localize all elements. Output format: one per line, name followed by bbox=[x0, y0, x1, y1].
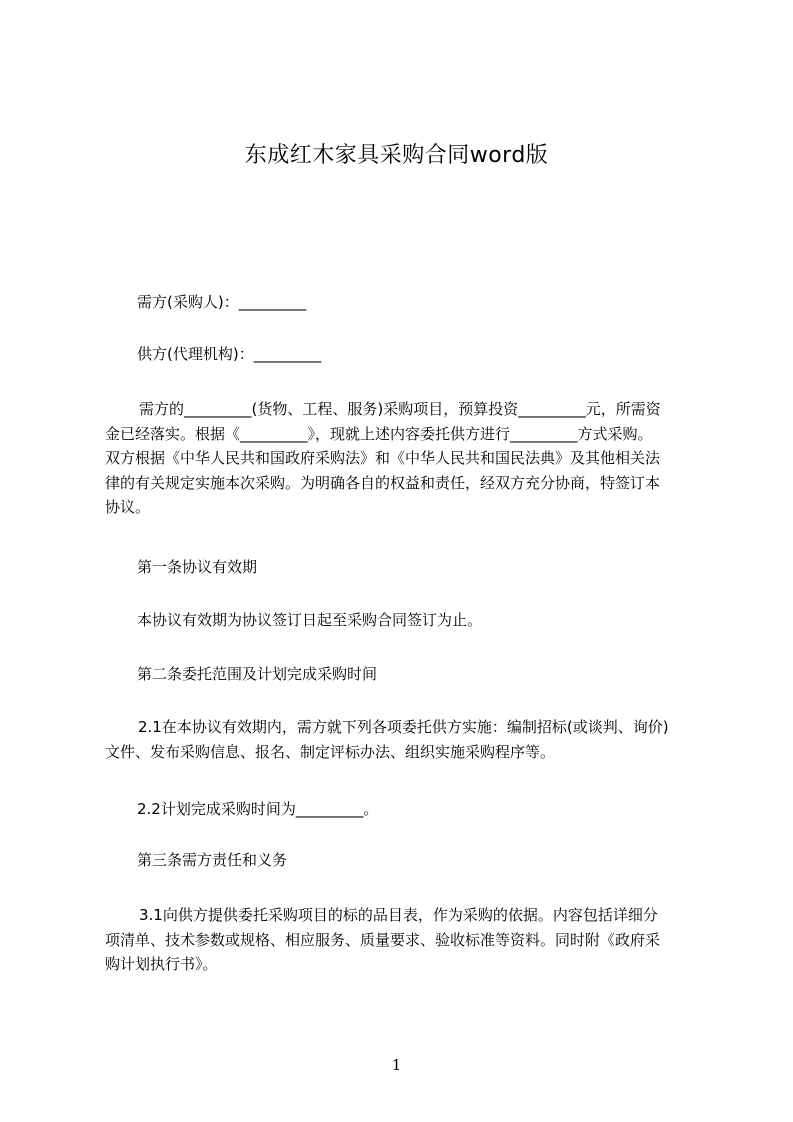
clause-2-1 bbox=[105, 715, 669, 764]
intro-line-5: 协议。 bbox=[105, 498, 151, 516]
supplier-line: 供方(代理机构)：_________ bbox=[137, 345, 322, 363]
article1-body: 本协议有效期为协议签订日起至采购合同签订为止。 bbox=[137, 611, 483, 629]
clause-3-1-line-3: 购计划执行书》。 bbox=[105, 955, 218, 973]
document-title: 东成红木家具采购合同word版 bbox=[244, 143, 549, 168]
intro-line-2: 金已经落实。根据《_________》，现就上述内容委托供方进行_________方式采购。 bbox=[105, 424, 653, 443]
clause-2-1-line-2: 文件、发布采购信息、报名、制定评标办法、组织实施采购程序等。 bbox=[105, 742, 556, 761]
clause-3-1-line-1: 3.1向供方提供委托采购项目的标的品目表，作为采购的依据。内容包括详细分 bbox=[139, 906, 658, 924]
page-number: 1 bbox=[391, 1056, 402, 1074]
intro-paragraph bbox=[105, 397, 661, 520]
clause-3-1 bbox=[105, 903, 660, 977]
intro-line-4: 律的有关规定实施本次采购。为明确各自的权益和责任，经双方充分协商，特签订本 bbox=[105, 473, 661, 492]
clause-2-1-line-1: 2.1在本协议有效期内，需方就下列各项委托供方实施：编制招标(或谈判、询价) bbox=[138, 718, 669, 736]
intro-line-3: 双方根据《中华人民共和国政府采购法》和《中华人民共和国民法典》及其他相关法 bbox=[105, 449, 661, 467]
article2-heading: 第二条委托范围及计划完成采购时间 bbox=[137, 665, 378, 683]
intro-line-1: 需方的_________(货物、工程、服务)采购项目，预算投资_________元，所需资 bbox=[139, 400, 661, 418]
article3-heading: 第三条需方责任和义务 bbox=[137, 851, 288, 869]
clause-3-1-line-2: 项清单、技术参数或规格、相应服务、质量要求、验收标准等资料。同时附《政府采 bbox=[105, 930, 661, 949]
clause-2-2: 2.2计划完成采购时间为_________。 bbox=[137, 800, 379, 818]
article1-heading: 第一条协议有效期 bbox=[137, 558, 258, 576]
buyer-line: 需方(采购人)：_________ bbox=[137, 293, 307, 311]
